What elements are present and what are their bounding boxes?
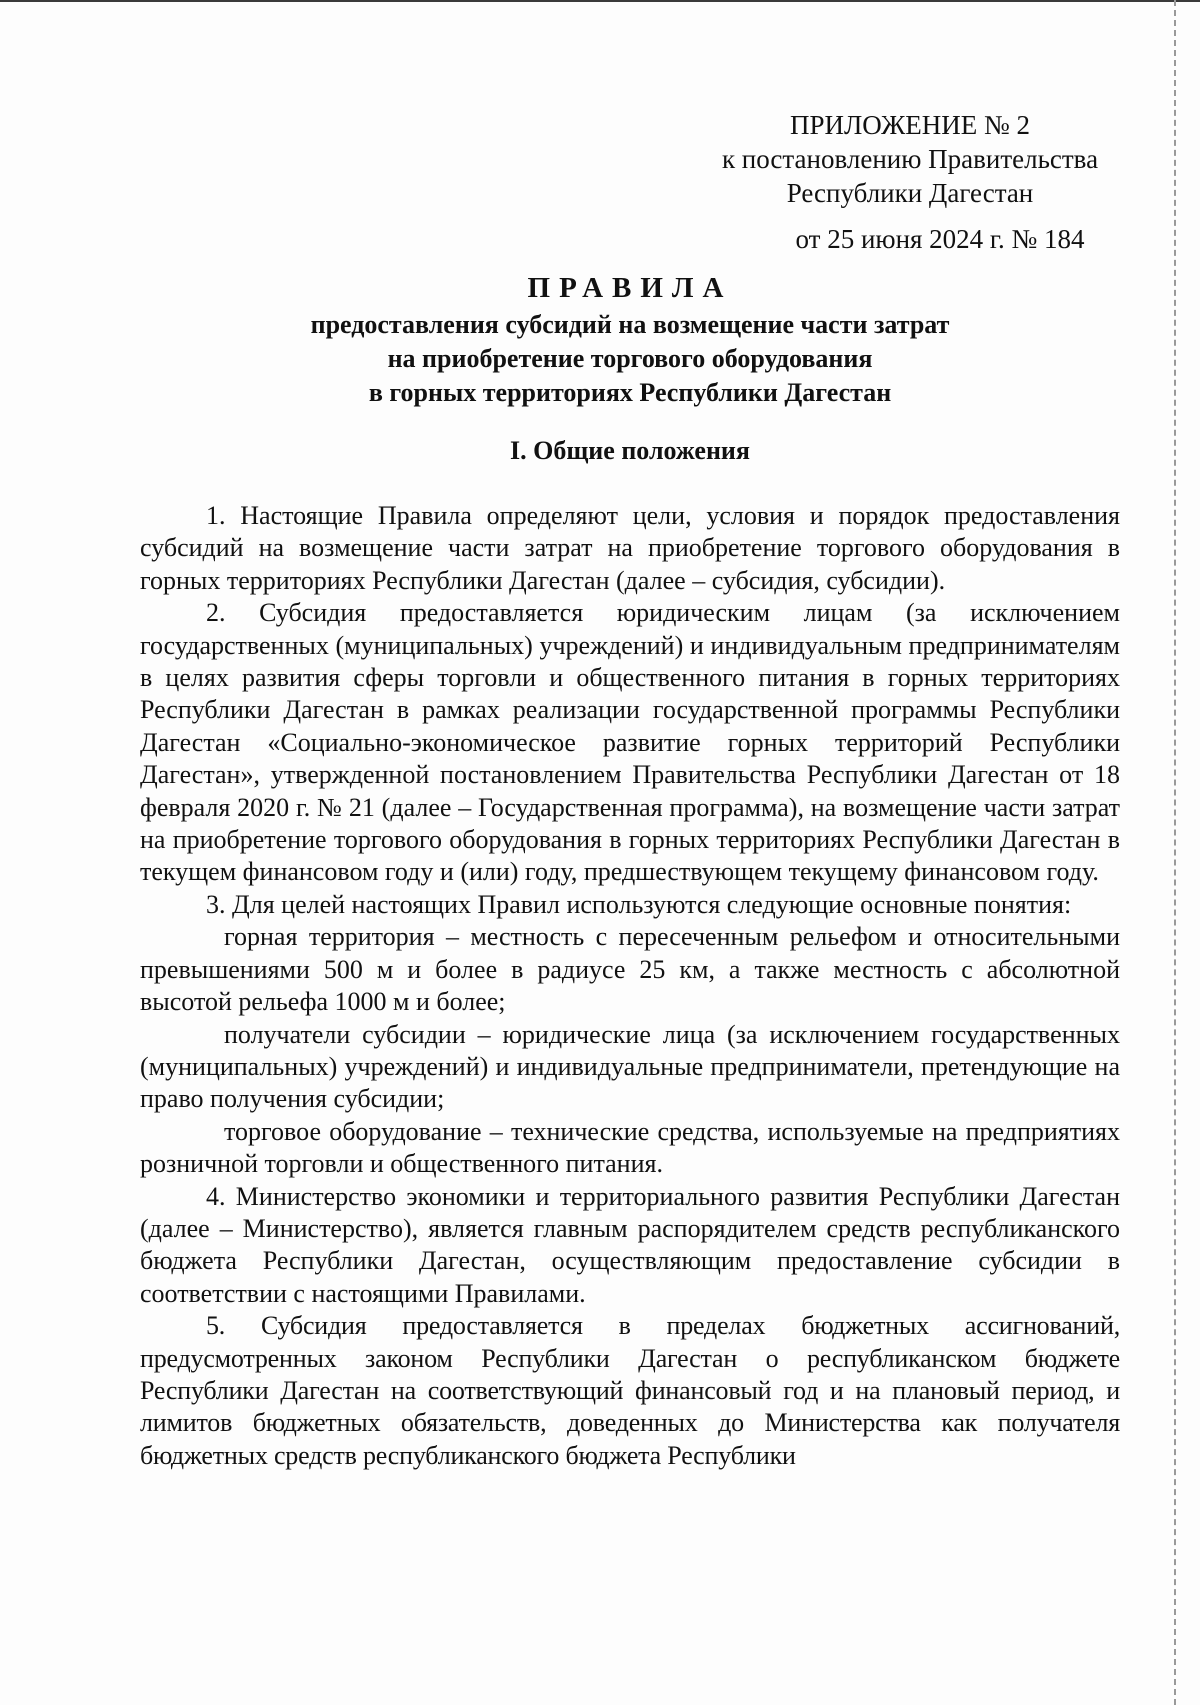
appendix-label: ПРИЛОЖЕНИЕ № 2 [789, 110, 1031, 140]
document-body [140, 500, 1120, 1472]
paragraph-3: 3. Для целей настоящих Правил используются следующие основные понятия: [206, 889, 1072, 919]
document-title: ПРАВИЛА [527, 272, 733, 304]
definition-mountain-territory: горная территория – местность с пересеченным рельефом и относительными превышениями 500 м и более в радиусе 25 км, а также местность с абсолютной высотой рельефа 1000 м и более; [140, 922, 1120, 1017]
appendix-to: к постановлению Правительства [721, 144, 1099, 174]
section-heading: I. Общие положения [510, 436, 750, 465]
appendix-header [690, 108, 1130, 256]
scan-edge-top [0, 0, 1200, 2]
paragraph-2: 2. Субсидия предоставляется юридическим лицам (за исключением государственных (муниципальных) учреждений) и индивидуальным предпринимателям в целях развития сферы торговли и общественного питания в горных территориях Республики Дагестан в рамках реализации государственной программы Республики Дагестан «Социально-экономическое развитие горных территорий Республики Дагестан», утвержденной постановлением Правительства Республики Дагестан от 18 февраля 2020 г. № 21 (далее – Государственная программа), на возмещение части затрат на приобретение торгового оборудования в горных территориях Республики Дагестан в текущем финансовом году и (или) году, предшествующем текущему финансовом году. [140, 598, 1120, 887]
paragraph-4: 4. Министерство экономики и территориального развития Республики Дагестан (далее – Министерство), является главным распорядителем средств республиканского бюджета Республики Дагестан, осуществляющим предоставление субсидии в соответствии с настоящими Правилами. [140, 1181, 1120, 1308]
title-block [140, 270, 1120, 410]
subtitle-line-2: на приобретение торгового оборудования [387, 344, 873, 373]
appendix-org: Республики Дагестан [786, 178, 1034, 208]
paragraph-1: 1. Настоящие Правила определяют цели, условия и порядок предоставления субсидий на возмещение части затрат на приобретение торгового оборудования в горных территориях Республики Дагестан (далее – субсидия, субсидии). [140, 501, 1120, 595]
subtitle-line-3: в горных территориях Республики Дагестан [368, 378, 892, 407]
document-subtitle [140, 308, 1120, 410]
subtitle-line-1: предоставления субсидий на возмещение части затрат [310, 310, 950, 339]
definition-subsidy-recipients: получатели субсидии – юридические лица (за исключением государственных (муниципальных) учреждений) и индивидуальные предприниматели, претендующие на право получения субсидии; [140, 1019, 1120, 1114]
definition-trade-equipment: торговое оборудование – технические средства, используемые на предприятиях розничной торговли и общественного питания. [140, 1116, 1120, 1179]
scan-edge-right [1174, 0, 1176, 1705]
appendix-date: от 25 июня 2024 г. № 184 [795, 224, 1085, 254]
paragraph-5: 5. Субсидия предоставляется в пределах бюджетных ассигнований, предусмотренных законом Республики Дагестан о республиканском бюджете Республики Дагестан на соответствующий финансовый год и на плановый период, и лимитов бюджетных обязательств, доведенных до Министерства как получателя бюджетных средств республиканского бюджета Республики [140, 1311, 1120, 1470]
